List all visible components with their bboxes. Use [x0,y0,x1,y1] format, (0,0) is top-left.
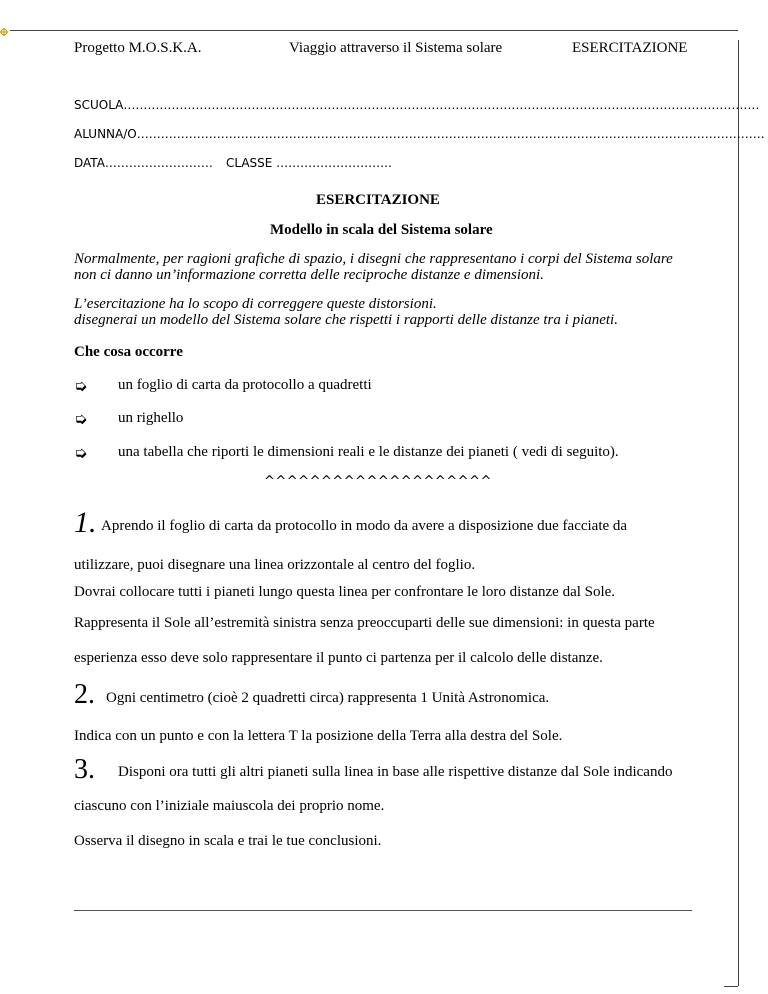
step-3-number: 3. [74,754,95,785]
aim-line-2: disegnerai un modello del Sistema solare che rispetti i rapporti delle distanze tra i pianeti. [74,312,618,328]
needs-item: un righello [118,410,184,426]
field-scuola[interactable]: SCUOLA…………………………………………………………………………………………………………………………………………… [74,98,760,112]
section-subheading: Modello in scala del Sistema solare [270,222,493,238]
crop-mark-icon [0,28,8,36]
header-project: Progetto M.O.S.K.A. [74,40,202,56]
closing-text: Osserva il disegno in scala e trai le tue conclusioni. [74,833,382,849]
arrow-bullet-icon: ➭ [74,445,88,462]
step-1-text: Aprendo il foglio di carta da protocollo in modo da avere a disposizione due facciate da [101,518,628,534]
page-frame-top [10,30,738,31]
step-1-number: 1. [74,506,97,539]
step-1-text: utilizzare, puoi disegnare una linea orizzontale al centro del foglio. [74,557,476,573]
step-3-text: ciascuno con l’iniziale maiuscola dei proprio nome. [74,798,385,814]
arrow-bullet-icon: ➭ [74,378,88,395]
step-2-text: Ogni centimetro (cioè 2 quadretti circa) rappresenta 1 Unità Astronomica. [106,690,550,706]
section-heading: ESERCITAZIONE [316,192,440,208]
field-alunna[interactable]: ALUNNA/O…………………………………………………………………………………………………………………………………………. [74,127,765,141]
needs-item: un foglio di carta da protocollo a quadretti [118,377,372,393]
intro-line-2: non ci danno un’informazione corretta delle reciproche distanze e dimensioni. [74,267,544,283]
arrow-bullet-icon: ➭ [74,411,88,428]
step-1-text: esperienza esso deve solo rappresentare il punto ci partenza per il calcolo delle distanze. [74,650,603,666]
page-frame-right [738,40,739,986]
intro-line-1: Normalmente, per ragioni grafiche di spazio, i disegni che rappresentano i corpi del Sistema solare [74,251,673,267]
aim-line-1: L’esercitazione ha lo scopo di correggere queste distorsioni. [74,296,437,312]
step-1-text: Dovrai collocare tutti i pianeti lungo questa linea per confrontare le loro distanze dal Sole. [74,584,616,600]
field-classe[interactable]: CLASSE ……………………….. [226,156,392,170]
step-1-text: Rappresenta il Sole all’estremità sinistra senza preoccuparti delle sue dimensioni: in questa parte [74,615,655,631]
needs-item: una tabella che riporti le dimensioni reali e le distanze dei pianeti ( vedi di seguito). [118,444,619,460]
step-2-number: 2. [74,679,95,710]
header-title: Viaggio attraverso il Sistema solare [289,40,503,56]
field-data[interactable]: DATA……………………… [74,156,213,170]
step-2-text: Indica con un punto e con la lettera T la posizione della Terra alla destra del Sole. [74,728,563,744]
needs-title: Che cosa occorre [74,344,183,360]
step-3-text: Disponi ora tutti gli altri pianeti sulla linea in base alle rispettive distanze dal Sole indicando [118,764,673,780]
header-type: ESERCITAZIONE [572,40,688,56]
bottom-divider [74,910,692,911]
caret-separator: ^^^^^^^^^^^^^^^^^^^^ [264,474,492,489]
page-frame-bottom-tick [724,986,738,987]
